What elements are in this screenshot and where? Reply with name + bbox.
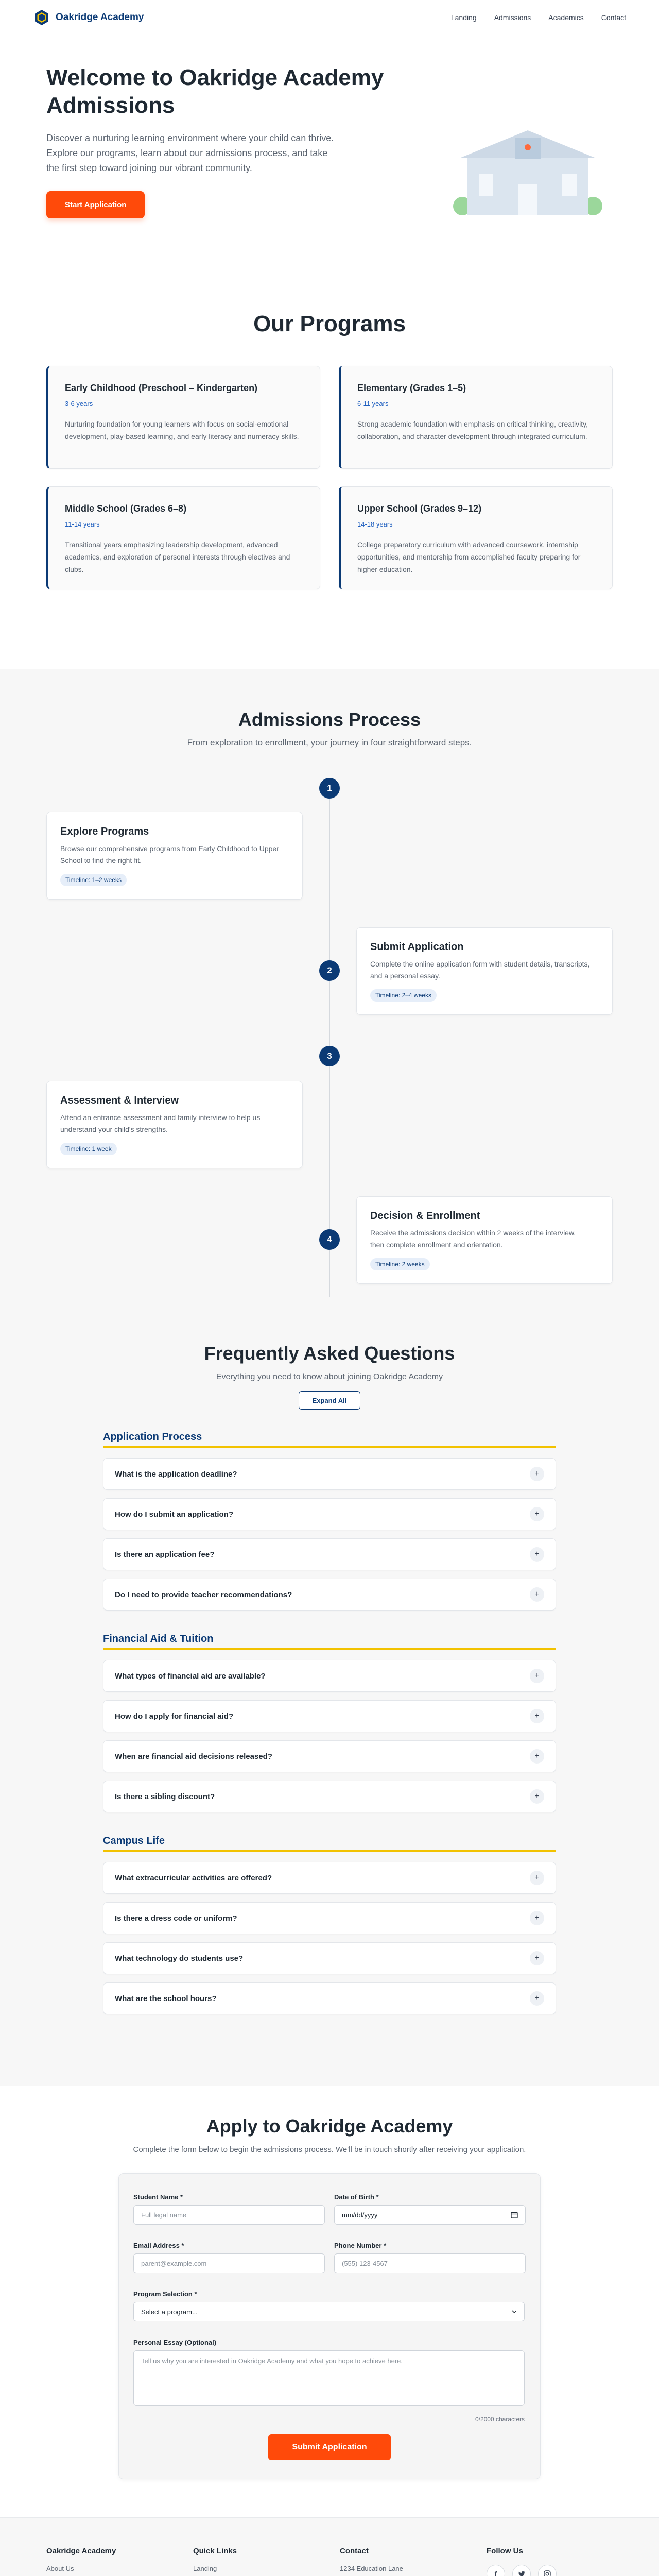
step-title: Assessment & Interview <box>60 1095 179 1106</box>
faq-question: Is there an application fee? <box>115 1550 215 1559</box>
plus-icon[interactable]: + <box>530 1749 544 1764</box>
program-ages: 11-14 years <box>65 520 100 528</box>
footer-link-about[interactable]: About Us <box>46 2565 74 2572</box>
step-number-3: 3 <box>319 1046 340 1066</box>
email-field <box>133 2242 325 2273</box>
plus-icon[interactable]: + <box>530 1951 544 1965</box>
nav-link-admissions[interactable]: Admissions <box>494 13 531 22</box>
field-label: Date of Birth * <box>334 2193 379 2201</box>
faq-question: What types of financial aid are available? <box>115 1671 266 1681</box>
faq-category-application <box>103 1431 556 1611</box>
program-card-middle-school[interactable] <box>46 486 320 589</box>
submit-application-button[interactable]: Submit Application <box>268 2434 391 2460</box>
footer-col-title: Quick Links <box>193 2547 237 2555</box>
program-description: Strong academic foundation with emphasis on critical thinking, creativity, collaboration, and character development through integrated curriculum. <box>357 420 588 440</box>
faq-item[interactable] <box>103 1700 556 1732</box>
faq-item[interactable] <box>103 1498 556 1530</box>
nav-link-landing[interactable]: Landing <box>450 13 477 22</box>
plus-icon[interactable]: + <box>530 1669 544 1683</box>
program-card-elementary[interactable] <box>339 366 613 469</box>
field-label: Program Selection * <box>133 2290 197 2298</box>
program-card-early-childhood[interactable] <box>46 366 320 469</box>
nav-link-contact[interactable]: Contact <box>601 13 626 22</box>
step-description: Receive the admissions decision within 2 weeks of the interview, then complete enrollment and orientation. <box>370 1229 576 1249</box>
footer-col-contact <box>340 2547 469 2576</box>
plus-icon[interactable]: + <box>530 1467 544 1481</box>
phone-field <box>334 2242 526 2273</box>
step-number-1: 1 <box>319 778 340 799</box>
start-application-button[interactable]: Start Application <box>46 191 145 218</box>
dob-input[interactable] <box>334 2205 526 2225</box>
calendar-icon[interactable] <box>511 2211 518 2218</box>
faq-subtitle: Everything you need to know about joining Oakridge Academy <box>216 1372 443 1381</box>
program-select-value: Select a program... <box>141 2308 198 2316</box>
program-name: Upper School (Grades 9–12) <box>357 503 482 514</box>
faq-question: Is there a sibling discount? <box>115 1792 215 1801</box>
faq-question: What are the school hours? <box>115 1994 217 2003</box>
timeline-badge: Timeline: 1–2 weeks <box>60 874 127 886</box>
program-field <box>133 2290 525 2321</box>
faq-question: How do I submit an application? <box>115 1510 234 1519</box>
hero-section <box>0 35 659 257</box>
apply-subtitle: Complete the form below to begin the admissions process. We'll be in touch shortly after receiving your application. <box>133 2145 526 2154</box>
top-nav <box>0 0 659 35</box>
footer-col-title: Follow Us <box>487 2547 523 2555</box>
program-name: Middle School (Grades 6–8) <box>65 503 187 514</box>
footer-col-quick-links <box>193 2547 322 2576</box>
application-form <box>118 2173 541 2479</box>
faq-category-title: Campus Life <box>103 1835 556 1852</box>
timeline-line <box>329 782 330 1297</box>
faq-item[interactable] <box>103 1781 556 1812</box>
step-title: Submit Application <box>370 941 464 953</box>
faq-item[interactable] <box>103 1862 556 1894</box>
student-name-input[interactable]: Full legal name <box>133 2205 325 2225</box>
school-building-icon <box>453 128 602 223</box>
brand-name: Oakridge Academy <box>56 11 144 23</box>
hero-text <box>46 64 407 218</box>
footer-col-title: Oakridge Academy <box>46 2547 116 2555</box>
faq-question: How do I apply for financial aid? <box>115 1711 234 1721</box>
programs-title: Our Programs <box>253 311 406 336</box>
faq-item[interactable] <box>103 1982 556 2014</box>
program-card-upper-school[interactable] <box>339 486 613 589</box>
plus-icon[interactable]: + <box>530 1871 544 1885</box>
program-ages: 3-6 years <box>65 400 93 408</box>
program-ages: 6-11 years <box>357 400 389 408</box>
chevron-down-icon <box>512 2310 517 2313</box>
step-card-assessment <box>46 1081 303 1168</box>
faq-item[interactable] <box>103 1538 556 1570</box>
footer-col-social <box>487 2547 615 2576</box>
field-label: Phone Number * <box>334 2242 387 2249</box>
email-input[interactable]: parent@example.com <box>133 2253 325 2273</box>
faq-item[interactable] <box>103 1660 556 1692</box>
hero-description: Discover a nurturing learning environment where your child can thrive. Explore our programs, learn about our admissions process, and take the first step toward joining our vibrant community. <box>46 133 334 173</box>
faq-item[interactable] <box>103 1740 556 1772</box>
faq-item[interactable] <box>103 1942 556 1974</box>
facebook-icon[interactable]: f <box>487 2565 505 2576</box>
step-description: Attend an entrance assessment and family interview to help us understand your child's strengths. <box>60 1113 261 1133</box>
program-select[interactable] <box>133 2302 525 2321</box>
student-name-field <box>133 2193 325 2225</box>
social-links <box>487 2565 615 2576</box>
field-label: Email Address * <box>133 2242 184 2249</box>
process-title: Admissions Process <box>238 709 421 730</box>
faq-category-title: Financial Aid & Tuition <box>103 1633 556 1650</box>
timeline-badge: Timeline: 2–4 weeks <box>370 989 437 1002</box>
footer-col-about <box>46 2547 175 2576</box>
footer-col-title: Contact <box>340 2547 369 2555</box>
plus-icon[interactable]: + <box>530 1991 544 2006</box>
instagram-icon[interactable] <box>538 2565 557 2576</box>
twitter-icon[interactable] <box>512 2565 531 2576</box>
footer <box>0 2517 659 2576</box>
step-description: Browse our comprehensive programs from Early Childhood to Upper School to find the right fit. <box>60 844 279 865</box>
timeline-badge: Timeline: 1 week <box>60 1143 117 1155</box>
timeline-badge: Timeline: 2 weeks <box>370 1258 430 1270</box>
nav-link-academics[interactable]: Academics <box>548 13 584 22</box>
nav-links <box>451 13 626 22</box>
step-card-decision <box>356 1196 613 1284</box>
faq-category-financial <box>103 1633 556 1812</box>
step-card-submit <box>356 927 613 1015</box>
faq-item[interactable] <box>103 1902 556 1934</box>
dob-field <box>334 2193 526 2225</box>
faq-item[interactable] <box>103 1458 556 1490</box>
dob-placeholder: mm/dd/yyyy <box>342 2211 378 2219</box>
program-description: Nurturing foundation for young learners with focus on social-emotional development, play-based learning, and early literacy and numeracy skills. <box>65 420 299 440</box>
plus-icon[interactable]: + <box>530 1789 544 1804</box>
plus-icon[interactable]: + <box>530 1587 544 1602</box>
step-title: Explore Programs <box>60 826 149 837</box>
expand-all-button[interactable]: Expand All <box>299 1391 360 1410</box>
plus-icon[interactable]: + <box>530 1709 544 1723</box>
apply-section <box>0 2086 659 2517</box>
faq-question: What is the application deadline? <box>115 1469 237 1479</box>
faq-question: When are financial aid decisions released? <box>115 1752 272 1761</box>
essay-field <box>133 2338 525 2406</box>
faq-question: What technology do students use? <box>115 1954 244 1963</box>
phone-input[interactable]: (555) 123-4567 <box>334 2253 526 2273</box>
footer-link-landing[interactable]: Landing <box>193 2565 217 2572</box>
programs-section <box>0 257 659 669</box>
faq-question: Is there a dress code or uniform? <box>115 1913 237 1923</box>
plus-icon[interactable]: + <box>530 1507 544 1521</box>
faq-section <box>0 1323 659 2086</box>
faq-category-campus <box>103 1835 556 2014</box>
step-card-explore <box>46 812 303 900</box>
field-label: Student Name * <box>133 2193 183 2201</box>
program-name: Early Childhood (Preschool – Kindergarten) <box>65 383 258 393</box>
footer-address-line: 1234 Education Lane <box>340 2565 403 2572</box>
step-description: Complete the online application form with student details, transcripts, and a personal essay. <box>370 960 590 980</box>
program-name: Elementary (Grades 1–5) <box>357 383 466 393</box>
faq-category-title: Application Process <box>103 1431 556 1448</box>
apply-title: Apply to Oakridge Academy <box>206 2115 453 2137</box>
faq-title: Frequently Asked Questions <box>204 1343 455 1364</box>
plus-icon[interactable]: + <box>530 1911 544 1925</box>
faq-question: What extracurricular activities are offered? <box>115 1873 272 1883</box>
faq-question: Do I need to provide teacher recommendations? <box>115 1590 292 1599</box>
char-count: 0/2000 characters <box>475 2416 525 2423</box>
process-subtitle: From exploration to enrollment, your journey in four straightforward steps. <box>187 738 472 748</box>
brand[interactable] <box>33 9 144 26</box>
essay-textarea[interactable]: Tell us why you are interested in Oakridge Academy and what you hope to achieve here. <box>133 2350 525 2406</box>
program-description: College preparatory curriculum with advanced coursework, internship opportunities, and mentorship from accomplished faculty preparing for higher education. <box>357 540 581 573</box>
program-description: Transitional years emphasizing leadership development, advanced academics, and exploration of personal interests through electives and clubs. <box>65 540 290 573</box>
step-number-4: 4 <box>319 1229 340 1250</box>
hexagon-logo-icon <box>33 9 50 26</box>
step-title: Decision & Enrollment <box>370 1210 480 1222</box>
program-ages: 14-18 years <box>357 520 393 528</box>
hero-title: Welcome to Oakridge Academy Admissions <box>46 65 384 118</box>
faq-item[interactable] <box>103 1579 556 1611</box>
plus-icon[interactable]: + <box>530 1547 544 1562</box>
field-label: Personal Essay (Optional) <box>133 2338 217 2346</box>
step-number-2: 2 <box>319 960 340 981</box>
process-section <box>0 669 659 1323</box>
